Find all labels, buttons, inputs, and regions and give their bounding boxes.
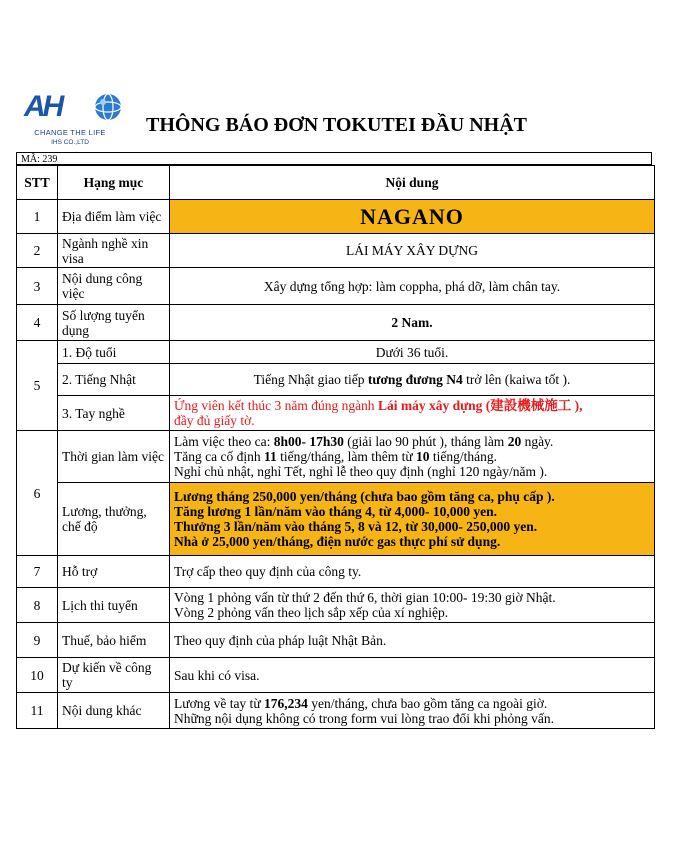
row-content: Theo quy định của pháp luật Nhật Bản.: [170, 623, 655, 658]
fixed-overtime: 11: [263, 449, 277, 464]
skill-text-line2: đầy đủ giấy tờ.: [174, 413, 255, 428]
row-number: 9: [17, 623, 58, 658]
sub-category-hours: Thời gian làm việc: [58, 431, 170, 483]
table-row: [17, 658, 655, 693]
other-note: Những nội dụng không có trong form vui lòng trao đổi khi phỏng vấn.: [174, 710, 555, 726]
holidays-text: Nghỉ chủ nhật, nghỉ Tết, nghỉ lễ theo quy định (nghỉ 120 ngày/năm ).: [174, 464, 548, 479]
working-hours-value: [170, 431, 655, 483]
company-logo: [20, 90, 120, 152]
japanese-text-end: trở lên (kaiwa tốt ).: [462, 372, 571, 387]
sub-category-japanese: 2. Tiếng Nhật: [58, 364, 170, 396]
header-stt: STT: [17, 166, 58, 200]
row-category: Ngành nghề xin visa: [58, 234, 170, 268]
row-category: Lịch thi tuyển: [58, 588, 170, 623]
job-table: [16, 165, 655, 729]
row-number: 5: [17, 341, 58, 431]
sub-category-age: 1. Độ tuổi: [58, 341, 170, 364]
logo-tagline: CHANGE THE LIFE: [34, 128, 106, 137]
globe-icon: [88, 92, 128, 122]
japanese-value: [170, 364, 655, 396]
row-number: 10: [17, 658, 58, 693]
row-content: 2 Nam.: [170, 305, 655, 341]
sub-category-skill: 3. Tay nghề: [58, 396, 170, 431]
skill-value: [170, 396, 655, 431]
overtime-text: Tăng ca cố định: [174, 449, 264, 464]
salary-line: Lương tháng 250,000 yen/tháng (chưa bao gồm tăng ca, phụ cấp ).: [174, 489, 555, 504]
japanese-text: Tiếng Nhật giao tiếp: [253, 372, 368, 387]
row-number: 7: [17, 556, 58, 588]
extra-overtime: 10: [416, 449, 430, 464]
japanese-level: tương đương N4: [367, 372, 463, 387]
net-salary-text: yen/tháng, chưa bao gồm tăng ca ngoài giờ.: [307, 695, 548, 711]
table-row: [17, 364, 655, 396]
salary-value: [170, 483, 655, 556]
table-row: [17, 588, 655, 623]
row-content: Sau khi có visa.: [170, 658, 655, 693]
header-category: Hạng mục: [58, 166, 170, 200]
table-row: [17, 305, 655, 341]
page-title: THÔNG BÁO ĐƠN TOKUTEI ĐẦU NHẬT: [146, 114, 527, 136]
net-salary-amount: 176,234: [264, 695, 308, 711]
row-category: Hỗ trợ: [58, 556, 170, 588]
skill-field: Lái máy xây dựng (建設機械施工 ),: [377, 398, 583, 413]
row-content: [170, 588, 655, 623]
table-row: [17, 234, 655, 268]
order-code: MÃ: 239: [16, 152, 652, 165]
table-header: [17, 166, 655, 200]
row-number: 2: [17, 234, 58, 268]
interview-round-2: Vòng 2 phỏng vấn theo lịch sắp xếp của xí nghiệp.: [174, 605, 449, 620]
row-content: [170, 693, 655, 729]
shift-time: 8h00- 17h30: [273, 434, 344, 449]
row-number: 1: [17, 200, 58, 234]
net-salary-text: Lương về tay từ: [174, 695, 265, 711]
row-category: Nội dung khác: [58, 693, 170, 729]
row-number: 6: [17, 431, 58, 556]
row-category: Số lượng tuyển dụng: [58, 305, 170, 341]
hours-text: ngày.: [521, 434, 554, 449]
hours-text: (giải lao 90 phút ), tháng làm: [343, 434, 508, 449]
table-row: [17, 431, 655, 483]
row-number: 11: [17, 693, 58, 729]
row-category: Thuế, bảo hiểm: [58, 623, 170, 658]
salary-line: Tăng lương 1 lần/năm vào tháng 4, từ 4,000- 10,000 yen.: [174, 504, 497, 519]
row-number: 3: [17, 268, 58, 305]
row-content: LÁI MÁY XÂY DỰNG: [170, 234, 655, 268]
logo-mark: AH: [24, 90, 62, 123]
logo-company: IHS CO.,LTD: [51, 139, 89, 146]
row-number: 8: [17, 588, 58, 623]
table-row: [17, 341, 655, 364]
salary-line: Nhà ở 25,000 yen/tháng, điện nước gas thực phí sử dụng.: [174, 534, 501, 549]
row-number: 4: [17, 305, 58, 341]
row-content: Xây dựng tổng hợp: làm coppha, phá dỡ, làm chân tay.: [170, 268, 655, 305]
hours-text: Làm việc theo ca:: [174, 434, 274, 449]
overtime-text: tiếng/tháng.: [429, 449, 498, 464]
age-value: Dưới 36 tuổi.: [170, 341, 655, 364]
work-days: 20: [507, 434, 522, 449]
sub-category-salary: Lương, thưởng, chế độ: [58, 483, 170, 556]
row-category: Nội dung công việc: [58, 268, 170, 305]
salary-line: Thưởng 3 lần/năm vào tháng 5, 8 và 12, từ 30,000- 250,000 yen.: [174, 519, 538, 534]
row-category: Địa điểm làm việc: [58, 200, 170, 234]
row-content: Trợ cấp theo quy định của công ty.: [170, 556, 655, 588]
table-row: [17, 623, 655, 658]
workplace-value: NAGANO: [170, 200, 655, 234]
table-row: [17, 483, 655, 556]
table-row: [17, 200, 655, 234]
interview-round-1: Vòng 1 phỏng vấn từ thứ 2 đến thứ 6, thời gian 10:00- 19:30 giờ Nhật.: [174, 590, 556, 605]
row-category: Dự kiến về công ty: [58, 658, 170, 693]
table-row: [17, 693, 655, 729]
table-row: [17, 556, 655, 588]
table-row: [17, 268, 655, 305]
skill-text: Ứng viên kết thúc 3 năm đúng ngành: [174, 398, 378, 413]
table-row: [17, 396, 655, 431]
overtime-text: tiếng/tháng, làm thêm từ: [276, 449, 417, 464]
header-content: Nội dung: [170, 166, 655, 200]
